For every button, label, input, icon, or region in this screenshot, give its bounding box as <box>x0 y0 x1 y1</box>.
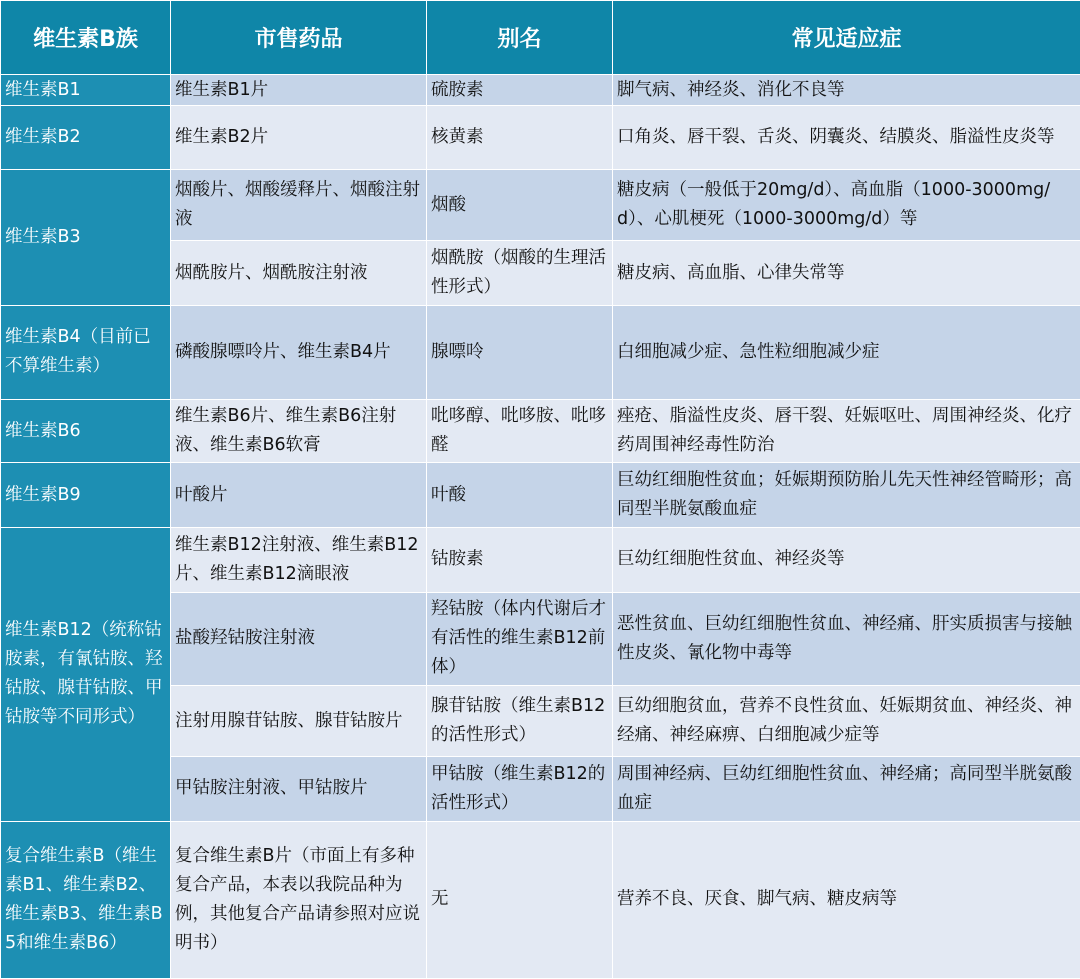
table-row <box>1 306 1080 400</box>
drug-cell: 叶酸片 <box>171 463 427 528</box>
indication-cell: 白细胞减少症、急性粒细胞减少症 <box>613 306 1080 400</box>
drug-cell: 烟酸片、烟酸缓释片、烟酸注射液 <box>171 169 427 241</box>
table-row <box>1 463 1080 528</box>
indication-cell: 恶性贫血、巨幼红细胞性贫血、神经痛、肝实质损害与接触性皮炎、氰化物中毒等 <box>613 592 1080 686</box>
alias-cell: 无 <box>427 821 613 978</box>
drug-cell: 维生素B12注射液、维生素B12片、维生素B12滴眼液 <box>171 527 427 592</box>
vitamin-name: 维生素B12（统称钴胺素，有氰钴胺、羟钴胺、腺苷钴胺、甲钴胺等不同形式） <box>1 527 171 821</box>
indication-cell: 巨幼细胞贫血，营养不良性贫血、妊娠期贫血、神经炎、神经痛、神经麻痹、白细胞减少症等 <box>613 686 1080 757</box>
vitamin-name: 维生素B3 <box>1 169 171 305</box>
indication-cell: 糖皮病（一般低于20mg/d）、高血脂（1000-3000mg/d）、心肌梗死（1000-3000mg/d）等 <box>613 169 1080 241</box>
header-vitamin: 维生素B族 <box>1 1 171 75</box>
indication-cell: 痤疮、脂溢性皮炎、唇干裂、妊娠呕吐、周围神经炎、化疗药周围神经毒性防治 <box>613 399 1080 463</box>
drug-cell: 复合维生素B片（市面上有多种复合产品，本表以我院品种为例，其他复合产品请参照对应说明书） <box>171 821 427 978</box>
vitamin-name: 复合维生素B（维生素B1、维生素B2、维生素B3、维生素B5和维生素B6） <box>1 821 171 978</box>
indication-cell: 脚气病、神经炎、消化不良等 <box>613 75 1080 106</box>
alias-cell: 甲钴胺（维生素B12的活性形式） <box>427 756 613 821</box>
indication-cell: 营养不良、厌食、脚气病、糖皮病等 <box>613 821 1080 978</box>
alias-cell: 烟酰胺（烟酸的生理活性形式） <box>427 241 613 306</box>
vitamin-name: 维生素B6 <box>1 399 171 463</box>
drug-cell: 维生素B6片、维生素B6注射液、维生素B6软膏 <box>171 399 427 463</box>
drug-cell: 维生素B2片 <box>171 106 427 170</box>
vitamin-name: 维生素B4（目前已不算维生素） <box>1 306 171 400</box>
alias-cell: 腺苷钴胺（维生素B12的活性形式） <box>427 686 613 757</box>
drug-cell: 维生素B1片 <box>171 75 427 106</box>
drug-cell: 磷酸腺嘌呤片、维生素B4片 <box>171 306 427 400</box>
vitamin-name: 维生素B9 <box>1 463 171 528</box>
header-drug: 市售药品 <box>171 1 427 75</box>
indication-cell: 周围神经病、巨幼红细胞性贫血、神经痛；高同型半胱氨酸血症 <box>613 756 1080 821</box>
alias-cell: 叶酸 <box>427 463 613 528</box>
table-row <box>1 169 1080 241</box>
indication-cell: 糖皮病、高血脂、心律失常等 <box>613 241 1080 306</box>
drug-cell: 烟酰胺片、烟酰胺注射液 <box>171 241 427 306</box>
alias-cell: 羟钴胺（体内代谢后才有活性的维生素B12前体） <box>427 592 613 686</box>
indication-cell: 巨幼红细胞性贫血、神经炎等 <box>613 527 1080 592</box>
vitamin-name: 维生素B1 <box>1 75 171 106</box>
header-alias: 别名 <box>427 1 613 75</box>
alias-cell: 吡哆醇、吡哆胺、吡哆醛 <box>427 399 613 463</box>
table-row <box>1 399 1080 463</box>
drug-cell: 盐酸羟钴胺注射液 <box>171 592 427 686</box>
table-row <box>1 527 1080 592</box>
header-row <box>1 1 1080 75</box>
table-row <box>1 75 1080 106</box>
drug-cell: 注射用腺苷钴胺、腺苷钴胺片 <box>171 686 427 757</box>
alias-cell: 钴胺素 <box>427 527 613 592</box>
table-row <box>1 821 1080 978</box>
indication-cell: 巨幼红细胞性贫血；妊娠期预防胎儿先天性神经管畸形；高同型半胱氨酸血症 <box>613 463 1080 528</box>
header-indication: 常见适应症 <box>613 1 1080 75</box>
alias-cell: 硫胺素 <box>427 75 613 106</box>
alias-cell: 核黄素 <box>427 106 613 170</box>
table-row <box>1 106 1080 170</box>
alias-cell: 腺嘌呤 <box>427 306 613 400</box>
vitamin-name: 维生素B2 <box>1 106 171 170</box>
drug-cell: 甲钴胺注射液、甲钴胺片 <box>171 756 427 821</box>
alias-cell: 烟酸 <box>427 169 613 241</box>
indication-cell: 口角炎、唇干裂、舌炎、阴囊炎、结膜炎、脂溢性皮炎等 <box>613 106 1080 170</box>
